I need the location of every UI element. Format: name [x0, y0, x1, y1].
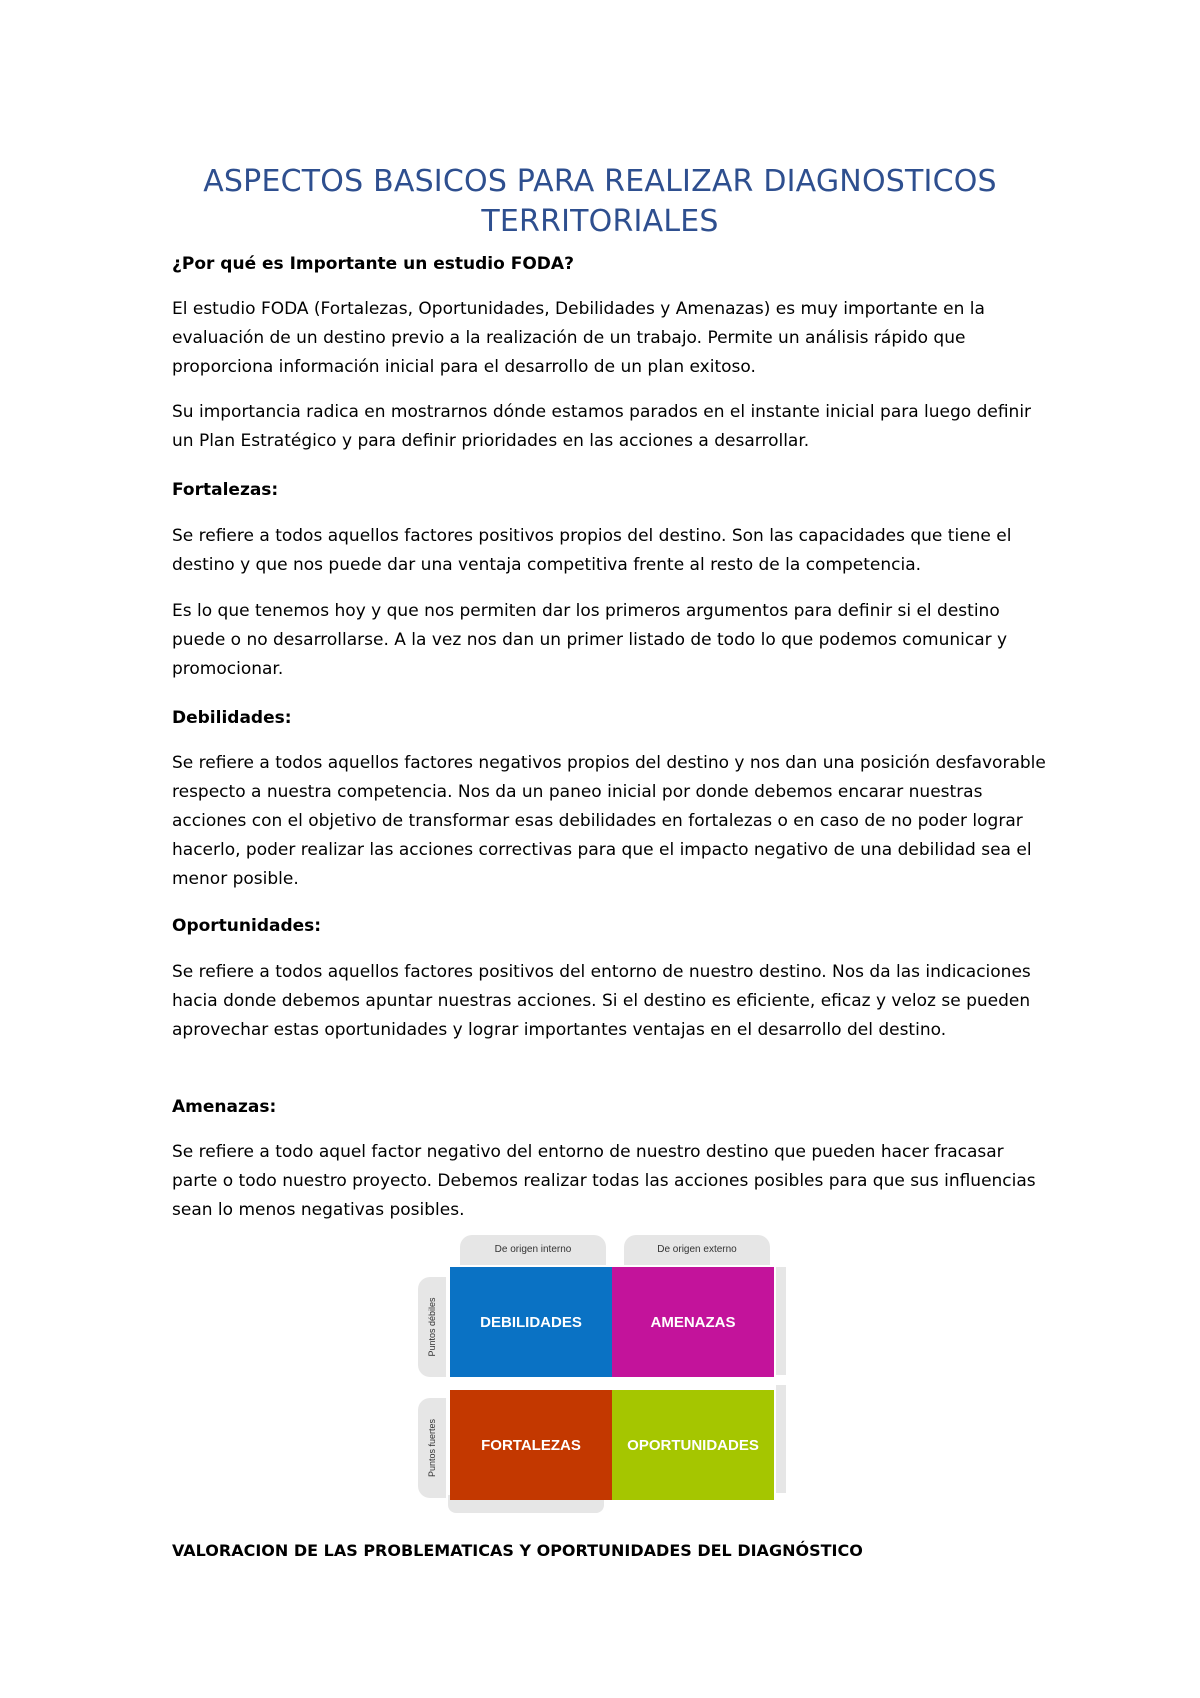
- document-title: ASPECTOS BASICOS PARA REALIZAR DIAGNOSTICOS TERRITORIALES: [203, 164, 997, 239]
- foda-matrix-figure: [418, 1235, 790, 1517]
- amenazas-heading: Amenazas:: [172, 1097, 277, 1117]
- fortalezas-label: FORTALEZAS: [481, 1436, 581, 1454]
- closing-heading: VALORACION DE LAS PROBLEMATICAS Y OPORTUNIDADES DEL DIAGNÓSTICO: [172, 1541, 863, 1560]
- side-strong-points: [418, 1398, 446, 1498]
- side-weak-points-label: Puntos débiles: [427, 1297, 437, 1357]
- fortalezas-cell: [450, 1390, 612, 1500]
- side-strong-points-label: Puntos fuertes: [427, 1418, 437, 1478]
- amenazas-cell: [612, 1267, 774, 1377]
- shadow-bottom-right: [776, 1385, 786, 1493]
- fortalezas-paragraph-2: Es lo que tenemos hoy y que nos permiten dar los primeros argumentos para definir si el destino puede o no desarrollarse. A la vez nos dan un primer listado de todo lo que podemos comunicar y promocionar.: [172, 601, 1008, 679]
- oportunidades-label: OPORTUNIDADES: [627, 1436, 759, 1454]
- debilidades-cell: [450, 1267, 612, 1377]
- debilidades-paragraph-1: Se refiere a todos aquellos factores negativos propios del destino y nos dan una posición desfavorable respecto a nuestra competencia. Nos da un paneo inicial por donde debemos encarar nuestras acciones con el objetivo de transformar esas debilidades en fortalezas o en caso de no poder lograr hacerlo, poder realizar las acciones correctivas para que el impacto negativo de una debilidad sea el menor posible.: [172, 753, 1046, 889]
- side-weak-points: [418, 1277, 446, 1377]
- oportunidades-cell: [612, 1390, 774, 1500]
- oportunidades-paragraph-1: Se refiere a todos aquellos factores positivos del entorno de nuestro destino. Nos da las indicaciones hacia donde debemos apuntar nuestras acciones. Si el destino es eficiente, eficaz y veloz se pueden aprovechar estas oportunidades y lograr importantes ventajas en el desarrollo del destino.: [172, 962, 1031, 1040]
- question-heading: ¿Por qué es Importante un estudio FODA?: [172, 254, 574, 274]
- oportunidades-heading: Oportunidades:: [172, 916, 322, 936]
- amenazas-paragraph-1: Se refiere a todo aquel factor negativo del entorno de nuestro destino que pueden hacer fracasar parte o todo nuestro proyecto. Debemos realizar todas las acciones posibles para que sus influencias sean lo menos negativas posibles.: [172, 1142, 1036, 1220]
- intro-paragraph-2: Su importancia radica en mostrarnos dónde estamos parados en el instante inicial para luego definir un Plan Estratégico y para definir prioridades en las acciones a desarrollar.: [172, 402, 1032, 451]
- shadow-top-right: [776, 1267, 786, 1375]
- fortalezas-heading: Fortalezas:: [172, 480, 279, 500]
- debilidades-heading: Debilidades:: [172, 708, 292, 728]
- amenazas-label: AMENAZAS: [650, 1313, 736, 1331]
- intro-paragraph-1: El estudio FODA (Fortalezas, Oportunidades, Debilidades y Amenazas) es muy importante en la evaluación de un destino previo a la realización de un trabajo. Permite un análisis rápido que proporciona información inicial para el desarrollo de un plan exitoso.: [172, 299, 985, 377]
- fortalezas-paragraph-1: Se refiere a todos aquellos factores positivos propios del destino. Son las capacidades que tiene el destino y que nos puede dar una ventaja competitiva frente al resto de la competencia.: [172, 526, 1012, 575]
- tab-internal-origin: De origen interno: [460, 1235, 606, 1265]
- tab-external-origin: De origen externo: [624, 1235, 770, 1265]
- debilidades-label: DEBILIDADES: [480, 1313, 582, 1331]
